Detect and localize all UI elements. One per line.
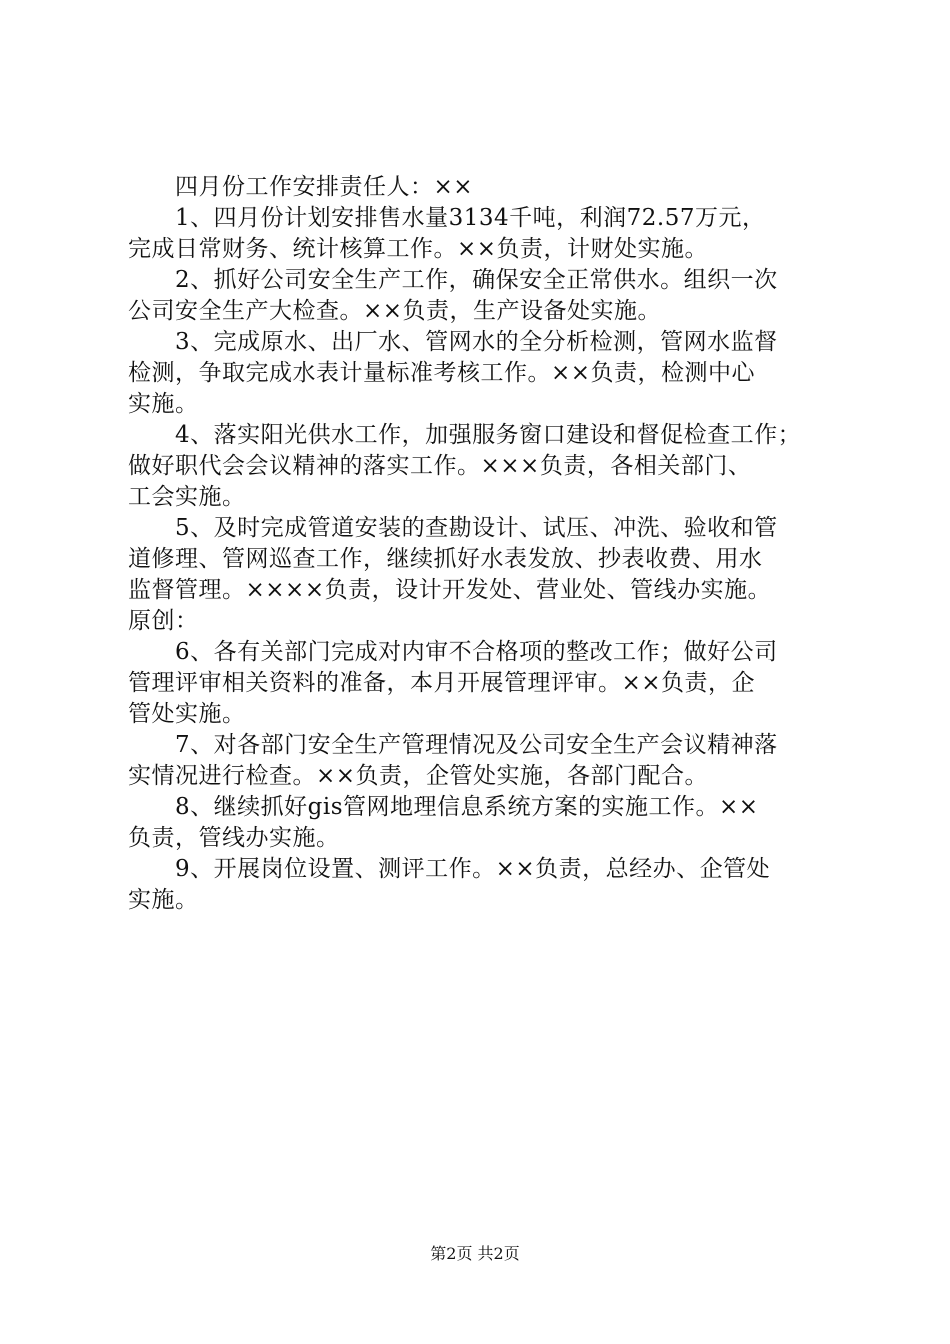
document-body <box>128 172 863 916</box>
document-line: 做好职代会会议精神的落实工作。×××负责，各相关部门、 <box>128 453 752 479</box>
document-line: 检测，争取完成水表计量标准考核工作。××负责，检测中心 <box>128 360 756 386</box>
document-line: 监督管理。××××负责，设计开发处、营业处、管线办实施。 <box>128 577 772 603</box>
document-line: 公司安全生产大检查。××负责，生产设备处实施。 <box>128 298 662 324</box>
document-line: 负责，管线办实施。 <box>128 825 340 851</box>
document-line: 完成日常财务、统计核算工作。××负责，计财处实施。 <box>128 236 709 262</box>
document-line: 2、抓好公司安全生产工作，确保安全正常供水。组织一次 <box>175 267 778 293</box>
page-number-footer: 第2页 共2页 <box>430 1244 520 1263</box>
document-line: 管处实施。 <box>128 701 246 727</box>
document-line: 实施。 <box>128 887 199 913</box>
document-line: 9、开展岗位设置、测评工作。××负责，总经办、企管处 <box>175 856 771 882</box>
document-line: 实情况进行检查。××负责，企管处实施，各部门配合。 <box>128 763 709 789</box>
document-line: 6、各有关部门完成对内审不合格项的整改工作；做好公司 <box>175 639 778 665</box>
document-line: 道修理、管网巡查工作，继续抓好水表发放、抄表收费、用水 <box>128 546 763 572</box>
document-line: 3、完成原水、出厂水、管网水的全分析检测，管网水监督 <box>175 329 778 355</box>
document-line: 原创： <box>128 608 199 634</box>
document-line: 4、落实阳光供水工作，加强服务窗口建设和督促检查工作； <box>175 422 802 448</box>
document-line: 5、及时完成管道安装的查勘设计、试压、冲洗、验收和管 <box>175 515 778 541</box>
document-line: 1、四月份计划安排售水量3134千吨，利润72.57万元， <box>175 205 766 231</box>
document-line: 四月份工作安排责任人：×× <box>175 174 474 200</box>
document-line: 7、对各部门安全生产管理情况及公司安全生产会议精神落 <box>175 732 778 758</box>
document-line: 8、继续抓好gis管网地理信息系统方案的实施工作。×× <box>175 794 759 820</box>
document-line: 管理评审相关资料的准备，本月开展管理评审。××负责，企 <box>128 670 756 696</box>
document-line: 工会实施。 <box>128 484 246 510</box>
document-line: 实施。 <box>128 391 199 417</box>
